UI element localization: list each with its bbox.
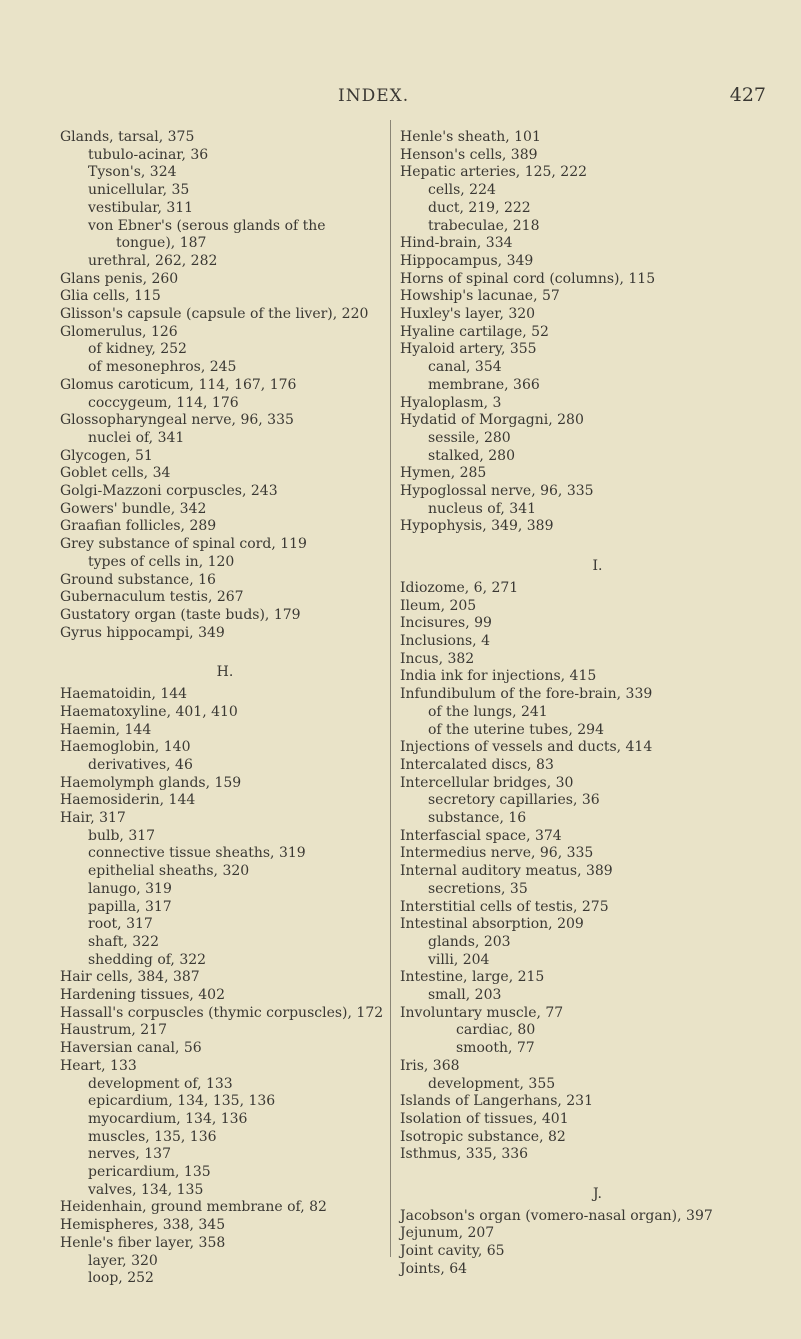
index-subentry: coccygeum, 114, 176 [88, 394, 239, 411]
index-entry: Haematoidin, 144 [60, 686, 188, 703]
index-entry: Gustatory organ (taste buds), 179 [60, 606, 301, 623]
index-entry: Henle's fiber layer, 358 [60, 1234, 226, 1251]
index-subentry: of the lungs, 241 [428, 703, 548, 720]
index-entry: Joint cavity, 65 [400, 1243, 505, 1260]
index-subentry: secretory capillaries, 36 [428, 792, 600, 809]
index-entry: Graafian follicles, 289 [60, 518, 217, 535]
index-entry: Golgi-Mazzoni corpuscles, 243 [60, 483, 278, 500]
index-entry: Hassall's corpuscles (thymic corpuscles), 172 [60, 1004, 384, 1021]
index-entry: Hair cells, 384, 387 [60, 969, 200, 986]
index-subentry: development of, 133 [88, 1075, 233, 1092]
index-entry: Interstitial cells of testis, 275 [400, 898, 609, 915]
index-entry: Iris, 368 [400, 1057, 460, 1074]
index-entry: Intercellular bridges, 30 [400, 774, 574, 791]
index-entry: Hind-brain, 334 [400, 235, 513, 252]
index-entry: Goblet cells, 34 [60, 465, 171, 482]
index-subentry: villi, 204 [428, 951, 490, 968]
index-column-right [400, 129, 795, 1279]
index-entry: Grey substance of spinal cord, 119 [60, 536, 307, 553]
index-entry: Glycogen, 51 [60, 447, 153, 464]
index-entry: Internal auditory meatus, 389 [400, 863, 613, 880]
index-entry: Heart, 133 [60, 1057, 137, 1074]
index-subentry: unicellular, 35 [88, 182, 190, 199]
index-entry: Haemosiderin, 144 [60, 792, 196, 809]
index-subentry: glands, 203 [428, 933, 511, 950]
index-subentry: derivatives, 46 [88, 756, 193, 773]
index-entry: Inclusions, 4 [400, 632, 490, 649]
index-subentry: smooth, 77 [456, 1040, 535, 1057]
index-entry: Hypoglossal nerve, 96, 335 [400, 483, 594, 500]
index-column-left [60, 129, 390, 1288]
index-entry: Gowers' bundle, 342 [60, 500, 207, 517]
index-subentry: membrane, 366 [428, 376, 540, 393]
index-subentry: von Ebner's (serous glands of the [88, 217, 326, 234]
index-subentry: bulb, 317 [88, 827, 156, 844]
index-entry: Intestinal absorption, 209 [400, 916, 584, 933]
index-entry: India ink for injections, 415 [400, 668, 597, 685]
index-subentry: development, 355 [428, 1075, 556, 1092]
index-subentry: tongue), 187 [116, 235, 207, 252]
index-subentry: of mesonephros, 245 [88, 359, 237, 376]
index-subentry: papilla, 317 [88, 898, 172, 915]
index-subentry: urethral, 262, 282 [88, 252, 218, 269]
index-entry: Intestine, large, 215 [400, 969, 545, 986]
index-entry: Ileum, 205 [400, 597, 477, 614]
index-subentry: myocardium, 134, 136 [88, 1110, 248, 1127]
index-subentry: secretions, 35 [428, 880, 528, 897]
index-entry: Hyaloplasm, 3 [400, 394, 502, 411]
section-heading: H. [216, 664, 234, 681]
index-entry: Intercalated discs, 83 [400, 756, 554, 773]
index-entry: Hyaline cartilage, 52 [400, 323, 549, 340]
index-entry: Hydatid of Morgagni, 280 [400, 412, 584, 429]
index-entry: Hair, 317 [60, 810, 126, 827]
section-heading: I. [592, 558, 603, 575]
index-entry: Incus, 382 [400, 650, 475, 667]
index-entry: Horns of spinal cord (columns), 115 [400, 270, 656, 287]
index-entry: Idiozome, 6, 271 [400, 579, 519, 596]
index-entry: Gubernaculum testis, 267 [60, 589, 244, 606]
index-entry: Haemin, 144 [60, 721, 152, 738]
index-entry: Hepatic arteries, 125, 222 [400, 164, 588, 181]
index-entry: Hippocampus, 349 [400, 252, 534, 269]
index-subentry: muscles, 135, 136 [88, 1128, 217, 1145]
index-subentry: types of cells in, 120 [88, 553, 235, 570]
section-heading: J. [593, 1186, 602, 1203]
index-subentry: layer, 320 [88, 1252, 158, 1269]
index-entry: Howship's lacunae, 57 [400, 288, 560, 305]
index-entry: Jacobson's organ (vomero-nasal organ), 397 [400, 1207, 713, 1224]
index-subentry: epicardium, 134, 135, 136 [88, 1093, 276, 1110]
index-subentry: cardiac, 80 [456, 1022, 536, 1039]
index-entry: Glossopharyngeal nerve, 96, 335 [60, 412, 294, 429]
index-subentry: cells, 224 [428, 182, 496, 199]
index-entry: Hardening tissues, 402 [60, 987, 225, 1004]
index-entry: Involuntary muscle, 77 [400, 1004, 564, 1021]
index-entry: Interfascial space, 374 [400, 827, 562, 844]
index-entry: Hymen, 285 [400, 465, 487, 482]
index-entry: Haematoxyline, 401, 410 [60, 703, 238, 720]
index-entry: Henson's cells, 389 [400, 146, 538, 163]
index-entry: Infundibulum of the fore-brain, 339 [400, 686, 653, 703]
column-divider [390, 120, 391, 1257]
index-subentry: canal, 354 [428, 359, 502, 376]
index-entry: Glomerulus, 126 [60, 323, 178, 340]
index-subentry: shedding of, 322 [88, 951, 207, 968]
page-number: 427 [729, 84, 766, 106]
index-subentry: sessile, 280 [428, 429, 511, 446]
index-entry: Henle's sheath, 101 [400, 129, 541, 145]
index-subentry: valves, 134, 135 [88, 1181, 204, 1198]
index-subentry: small, 203 [428, 987, 502, 1004]
index-subentry: tubulo-acinar, 36 [88, 146, 209, 163]
index-entry: Incisures, 99 [400, 615, 492, 632]
index-entry: Huxley's layer, 320 [400, 306, 536, 323]
index-entry: Joints, 64 [400, 1260, 468, 1277]
index-entry: Isolation of tissues, 401 [400, 1110, 569, 1127]
index-entry: Gyrus hippocampi, 349 [60, 624, 225, 641]
index-entry: Glisson's capsule (capsule of the liver), 220 [60, 306, 369, 323]
index-entry: Glia cells, 115 [60, 288, 161, 305]
index-subentry: nuclei of, 341 [88, 429, 185, 446]
index-subentry: connective tissue sheaths, 319 [88, 845, 306, 862]
index-entry: Haustrum, 217 [60, 1022, 167, 1039]
index-entry: Jejunum, 207 [400, 1225, 495, 1242]
index-entry: Hemispheres, 338, 345 [60, 1217, 226, 1234]
index-entry: Glomus caroticum, 114, 167, 176 [60, 376, 297, 393]
index-subentry: root, 317 [88, 916, 153, 933]
index-entry: Haemolymph glands, 159 [60, 774, 242, 791]
index-subentry: trabeculae, 218 [428, 217, 540, 234]
index-subentry: epithelial sheaths, 320 [88, 863, 250, 880]
index-entry: Isthmus, 335, 336 [400, 1146, 529, 1163]
index-entry: Hyaloid artery, 355 [400, 341, 537, 358]
index-subentry: Tyson's, 324 [88, 164, 177, 181]
index-entry: Heidenhain, ground membrane of, 82 [60, 1199, 327, 1216]
index-subentry: of kidney, 252 [88, 341, 187, 358]
index-subentry: vestibular, 311 [88, 199, 194, 216]
index-entry: Isotropic substance, 82 [400, 1128, 566, 1145]
page-title: INDEX. [338, 86, 410, 106]
index-entry: Hypophysis, 349, 389 [400, 518, 554, 535]
index-subentry: of the uterine tubes, 294 [428, 721, 604, 738]
index-subentry: loop, 252 [88, 1270, 154, 1287]
index-subentry: lanugo, 319 [88, 880, 172, 897]
index-entry: Ground substance, 16 [60, 571, 216, 588]
index-entry: Glans penis, 260 [60, 270, 179, 287]
index-entry: Glands, tarsal, 375 [60, 129, 195, 145]
index-subentry: pericardium, 135 [88, 1164, 211, 1181]
index-entry: Islands of Langerhans, 231 [400, 1093, 593, 1110]
index-entry: Haversian canal, 56 [60, 1040, 202, 1057]
index-entry: Injections of vessels and ducts, 414 [400, 739, 653, 756]
index-subentry: shaft, 322 [88, 933, 159, 950]
index-subentry: substance, 16 [428, 810, 527, 827]
page-header [0, 86, 801, 110]
index-subentry: nucleus of, 341 [428, 500, 537, 517]
index-subentry: stalked, 280 [428, 447, 515, 464]
index-subentry: duct, 219, 222 [428, 199, 531, 216]
index-entry: Haemoglobin, 140 [60, 739, 191, 756]
index-entry: Intermedius nerve, 96, 335 [400, 845, 594, 862]
index-subentry: nerves, 137 [88, 1146, 171, 1163]
